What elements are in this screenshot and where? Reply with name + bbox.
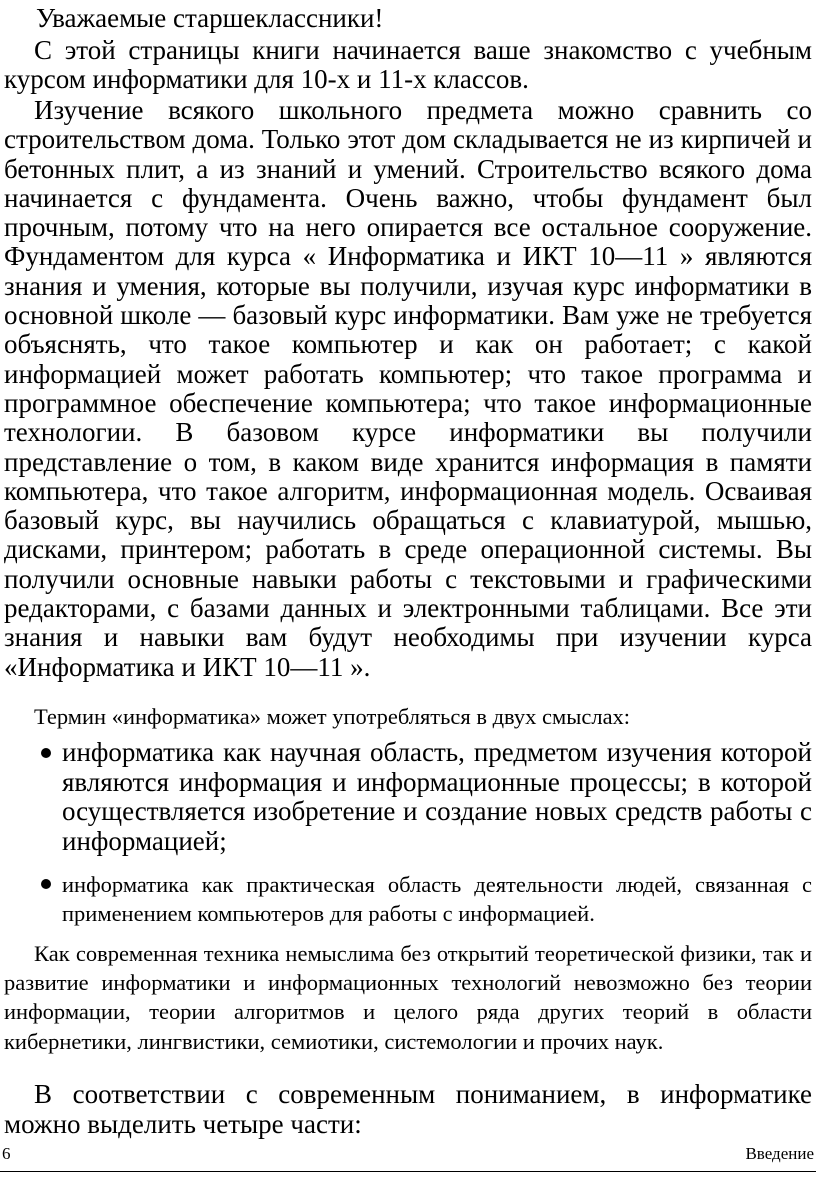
page-footer xyxy=(0,1141,816,1172)
list-item xyxy=(0,738,812,856)
parts-paragraph: В соответствии с современным пониманием, в информатике можно выделить четыре части: xyxy=(4,1079,812,1139)
intro-paragraph: С этой страницы книги начинается ваше знакомство с учебным курсом информатики для 10-х и 11-х классов. xyxy=(4,35,812,95)
page-number: 6 xyxy=(2,1144,11,1163)
bullet-icon xyxy=(41,748,51,758)
theory-paragraph: Как современная техника немыслима без открытий теоретической физики, так и развитие информатики и информационных технологий невозможно без теории информации, теории алгоритмов и целого ряда других теорий в области кибернетики, лингвистики, семиотики, системологии и прочих наук. xyxy=(4,941,812,1054)
foundation-paragraph: Изучение всякого школьного предмета можно сравнить со строительством дома. Только этот дом складывается не из кирпичей и бетонных плит, а из знаний и умений. Строительство всякого дома начинается с фундамента. Очень важно, чтобы фундамент был прочным, потому что на него опирается все остальное сооружение. Фундаментом для курса « Информатика и ИКТ 10—11 » являются знания и умения, которые вы получили, изучая курс информатики в основной школе — базовый курс информатики. Вам уже не требуется объяснять, что такое компьютер и как он работает; с какой информацией может работать компьютер; что такое программа и программное обеспечение компьютера; что такое информационные технологии. В базовом курсе информатики вы получили представление о том, в каком виде хранится информация в памяти компьютера, что такое алгоритм, информационная модель. Осваивая базовый курс, вы научились обращаться с клавиатурой, мышью, дисками, принтером; работать в среде операционной системы. Вы получили основные навыки работы с текстовыми и графическими редакторами, с базами данных и электронными таблицами. Все эти знания и навыки вам будут необходимы при изучении курса «Информатика и ИКТ 10—11 ». xyxy=(4,95,812,682)
term-paragraph: Термин «информатика» может употребляться в двух смыслах: xyxy=(34,704,631,729)
list-item-text: информатика как практическая область деятельности людей, связанная с применением компьютеров для работы с информацией. xyxy=(62,872,812,926)
list-item xyxy=(0,870,812,928)
greeting-heading: Уважаемые старшеклассники! xyxy=(36,3,384,33)
list-item-text: информатика как научная область, предметом изучения которой являются информация и информационные процессы; в которой осуществляется изобретение и создание новых средств работы с информацией; xyxy=(62,737,812,856)
meanings-list xyxy=(0,738,816,928)
section-name: Введение xyxy=(745,1144,814,1163)
bullet-icon xyxy=(41,879,51,889)
